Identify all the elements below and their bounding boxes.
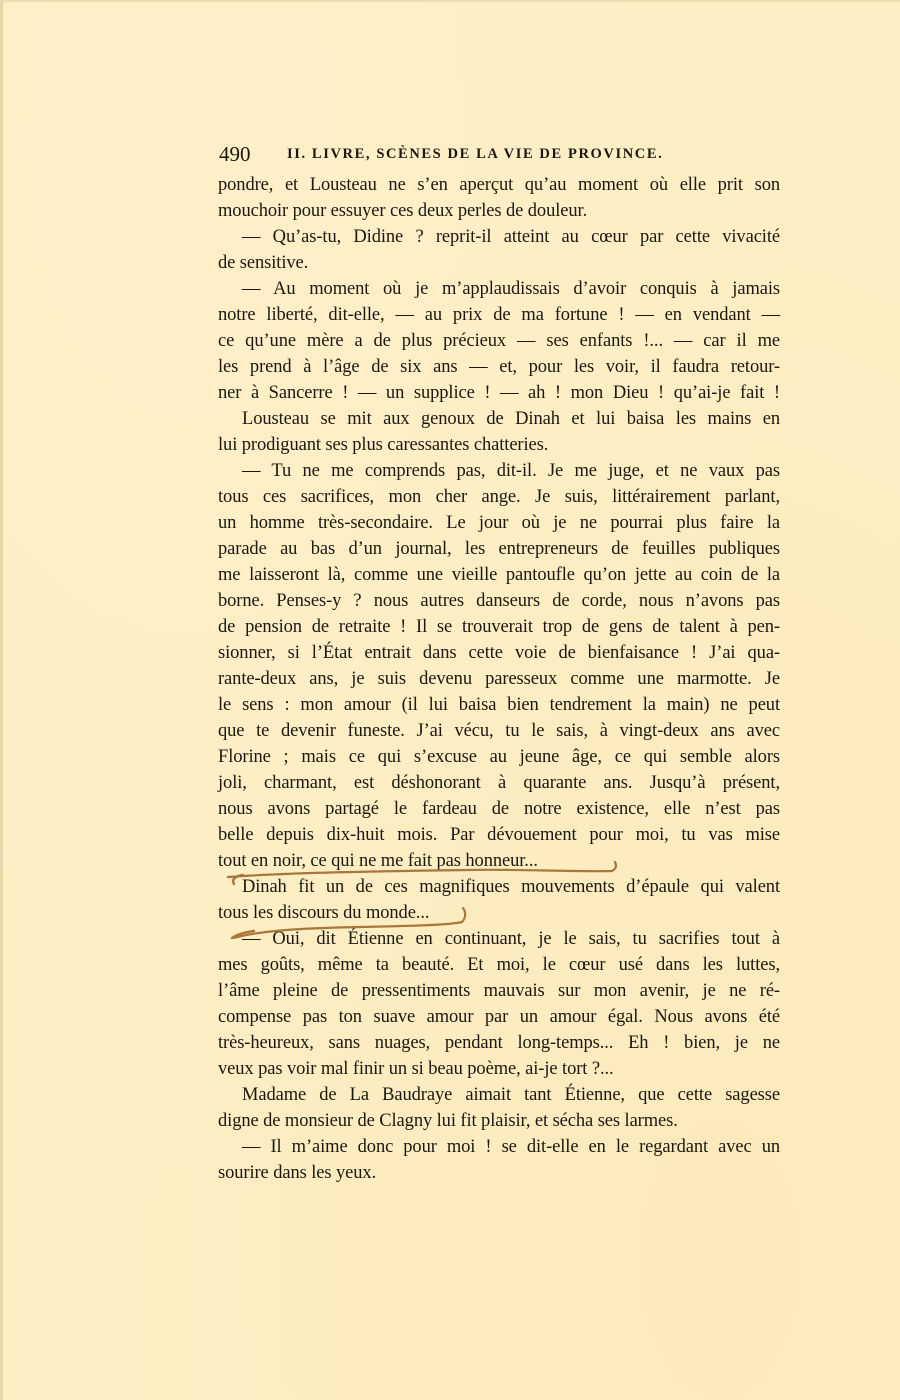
text-line: veux pas voir mal finir un si beau poème, ai-je tort ?... [218,1059,614,1079]
text-line: Florine ; mais ce qui s’excuse au jeune âge, ce qui semble alors [218,747,780,767]
text-line: le sens : mon amour (il lui baisa bien tendrement la main) ne peut [218,695,780,715]
text-line: un homme très-secondaire. Le jour où je ne pourrai plus faire la [218,513,780,533]
text-line: tous ces sacrifices, mon cher ange. Je suis, littérairement parlant, [218,487,780,507]
text-line: ce qu’une mère a de plus précieux — ses enfants !... — car il me [218,331,780,351]
text-line: — Tu ne me comprends pas, dit-il. Je me juge, et ne vaux pas [242,461,780,481]
text-line: nous avons partagé le fardeau de notre existence, elle n’est pas [218,799,780,819]
text-line: borne. Penses-y ? nous autres danseurs de corde, nous n’avons pas [218,591,780,611]
text-line: parade au bas d’un journal, les entrepreneurs de feuilles publiques [218,539,780,559]
text-line: Dinah fit un de ces magnifiques mouvements d’épaule qui valent [242,877,780,897]
text-line: tous les discours du monde... [218,903,430,923]
page-header [219,142,781,168]
text-line: — Au moment où je m’applaudissais d’avoir conquis à jamais [242,279,780,299]
text-line: que te devenir funeste. J’ai vécu, tu le sais, à vingt-deux ans avec [218,721,780,741]
text-line: mouchoir pour essuyer ces deux perles de douleur. [218,201,588,221]
text-line: rante-deux ans, je suis devenu paresseux comme une marmotte. Je [218,669,780,689]
text-line: l’âme pleine de pressentiments mauvais sur mon avenir, je ne ré- [218,981,780,1001]
text-line: de pension de retraite ! Il se trouverait trop de gens de talent à pen- [218,617,780,637]
text-line: ner à Sancerre ! — un supplice ! — ah ! mon Dieu ! qu’ai-je fait ! [218,383,780,403]
text-line: très-heureux, sans nuages, pendant long-temps... Eh ! bien, je ne [218,1033,780,1053]
page-edge [0,0,900,2]
text-line: Madame de La Baudraye aimait tant Étienne, que cette sagesse [242,1085,780,1105]
text-line: — Oui, dit Étienne en continuant, je le sais, tu sacrifies tout à [242,929,780,949]
text-line: sionner, si l’État entrait dans cette voie de bienfaisance ! J’ai qua- [218,643,780,663]
text-line: me laisseront là, comme une vieille pantoufle qu’on jette au coin de la [218,565,780,585]
text-line: les prend à l’âge de six ans — et, pour les voir, il faudra retour- [218,357,780,377]
text-line: — Qu’as-tu, Didine ? reprit-il atteint au cœur par cette vivacité [242,227,780,247]
text-line: de sensitive. [218,253,309,273]
text-line: — Il m’aime donc pour moi ! se dit-elle en le regardant avec un [242,1137,780,1157]
text-line: sourire dans les yeux. [218,1163,377,1183]
page-edge [0,0,3,1400]
text-line: belle depuis dix-huit mois. Par dévouement pour moi, tu vas mise [218,825,780,845]
text-line: compense pas ton suave amour par un amour égal. Nous avons été [218,1007,780,1027]
text-line: pondre, et Lousteau ne s’en aperçut qu’au moment où elle prit son [218,175,780,195]
text-line: tout en noir, ce qui ne me fait pas honneur... [218,851,538,871]
text-line: joli, charmant, est déshonorant à quarante ans. Jusqu’à présent, [218,773,780,793]
text-line: notre liberté, dit-elle, — au prix de ma fortune ! — en vendant — [218,305,780,325]
text-line: digne de monsieur de Clagny lui fit plaisir, et sécha ses larmes. [218,1111,678,1131]
body-text [218,172,780,1186]
text-line: Lousteau se mit aux genoux de Dinah et lui baisa les mains en [242,409,780,429]
text-line: mes goûts, même ta beauté. Et moi, le cœur usé dans les luttes, [218,955,780,975]
running-head: II. LIVRE, SCÈNES DE LA VIE DE PROVINCE. [287,146,664,162]
page-number: 490 [219,142,251,166]
text-line: lui prodiguant ses plus caressantes chatteries. [218,435,549,455]
